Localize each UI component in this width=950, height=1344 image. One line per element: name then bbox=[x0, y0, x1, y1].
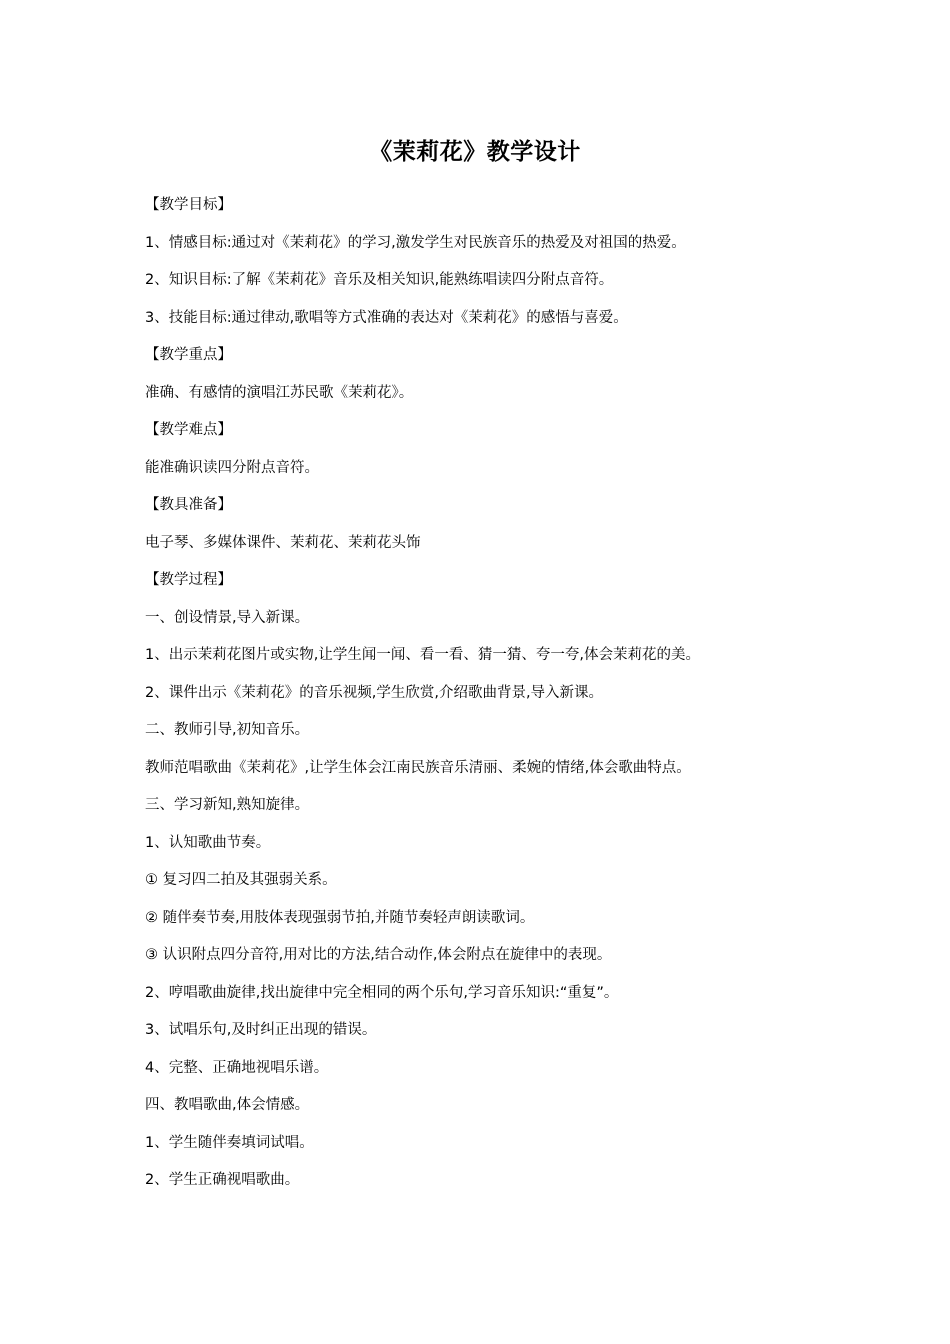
paragraph: 1、学生随伴奏填词试唱。 bbox=[145, 1134, 314, 1151]
paragraph: 1、情感目标:通过对《茉莉花》的学习,激发学生对民族音乐的热爱及对祖国的热爱。 bbox=[145, 234, 686, 251]
section-heading-key-points: 【教学重点】 bbox=[145, 347, 232, 363]
paragraph: 能准确识读四分附点音符。 bbox=[145, 459, 319, 476]
paragraph: 2、课件出示《茉莉花》的音乐视频,学生欣赏,介绍歌曲背景,导入新课。 bbox=[145, 684, 604, 701]
paragraph: 准确、有感情的演唱江苏民歌《茉莉花》。 bbox=[145, 384, 414, 401]
paragraph: 教师范唱歌曲《茉莉花》,让学生体会江南民族音乐清丽、柔婉的情绪,体会歌曲特点。 bbox=[145, 759, 691, 776]
paragraph: 二、教师引导,初知音乐。 bbox=[145, 722, 310, 738]
section-heading-materials: 【教具准备】 bbox=[145, 497, 232, 513]
paragraph: 1、出示茉莉花图片或实物,让学生闻一闻、看一看、猜一猜、夸一夸,体会茉莉花的美。 bbox=[145, 647, 700, 663]
document-title: 《茉莉花》教学设计 bbox=[369, 139, 581, 165]
paragraph: 2、知识目标:了解《茉莉花》音乐及相关知识,能熟练唱读四分附点音符。 bbox=[145, 272, 614, 288]
paragraph: 四、教唱歌曲,体会情感。 bbox=[145, 1097, 310, 1113]
paragraph: 1、认知歌曲节奏。 bbox=[145, 834, 271, 851]
paragraph: 4、完整、正确地视唱乐谱。 bbox=[145, 1059, 329, 1076]
paragraph: 2、哼唱歌曲旋律,找出旋律中完全相同的两个乐句,学习音乐知识:“重复”。 bbox=[145, 984, 619, 1001]
paragraph: 电子琴、多媒体课件、茉莉花、茉莉花头饰 bbox=[145, 534, 421, 551]
paragraph: ③ 认识附点四分音符,用对比的方法,结合动作,体会附点在旋律中的表现。 bbox=[145, 947, 612, 963]
section-heading-difficulties: 【教学难点】 bbox=[145, 422, 232, 438]
paragraph: 2、学生正确视唱歌曲。 bbox=[145, 1172, 300, 1188]
paragraph: ① 复习四二拍及其强弱关系。 bbox=[145, 872, 337, 888]
section-heading-objectives: 【教学目标】 bbox=[145, 197, 232, 213]
section-heading-process: 【教学过程】 bbox=[145, 572, 232, 588]
paragraph: 三、学习新知,熟知旋律。 bbox=[145, 797, 310, 813]
paragraph: ② 随伴奏节奏,用肢体表现强弱节拍,并随节奏轻声朗读歌词。 bbox=[145, 909, 535, 926]
paragraph: 3、技能目标:通过律动,歌唱等方式准确的表达对《茉莉花》的感悟与喜爱。 bbox=[145, 309, 628, 326]
paragraph: 3、试唱乐句,及时纠正出现的错误。 bbox=[145, 1022, 377, 1038]
paragraph: 一、创设情景,导入新课。 bbox=[145, 609, 310, 626]
document-body bbox=[145, 187, 845, 1200]
